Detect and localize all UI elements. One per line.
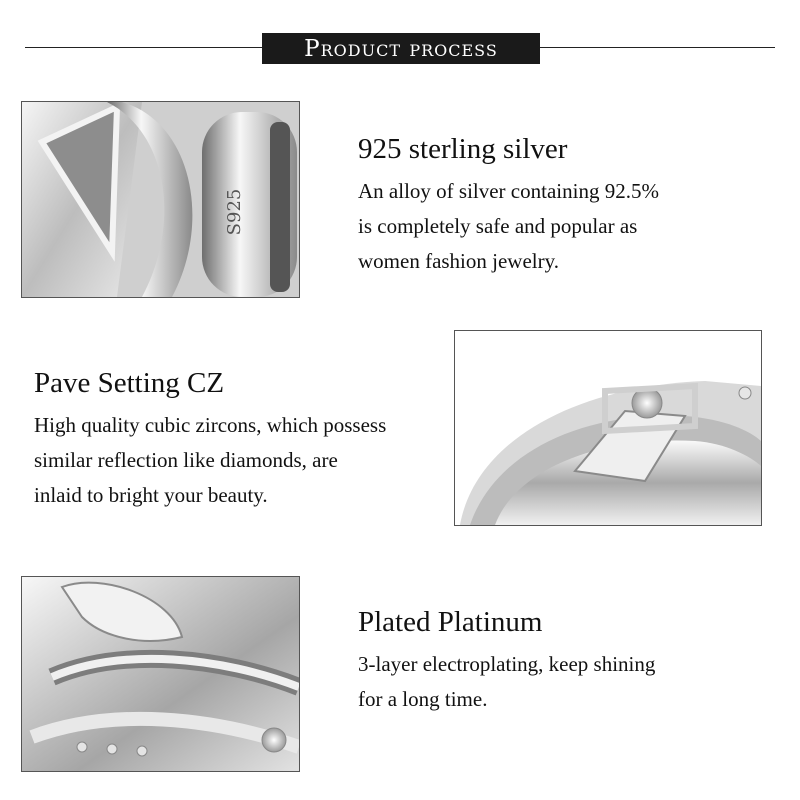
feature-desc-pave: [34, 408, 386, 513]
section-header: [262, 33, 540, 64]
feature-desc-line: An alloy of silver containing 92.5%: [358, 179, 659, 203]
pave-setting-closeup-photo: [454, 330, 762, 526]
feature-desc-line: 3-layer electroplating, keep shining: [358, 652, 656, 676]
s925-engraving: S925: [224, 188, 245, 236]
feature-desc-line: High quality cubic zircons, which possess: [34, 413, 387, 437]
feature-desc-line: is completely safe and popular as: [358, 214, 638, 238]
feature-title-platinum: Plated Platinum: [358, 606, 543, 638]
feature-desc-platinum: [358, 647, 655, 717]
header-divider-left: [25, 47, 262, 48]
sterling-silver-closeup-photo: [21, 101, 300, 298]
feature-title-pave: Pave Setting CZ: [34, 367, 225, 399]
feature-title-silver: 925 sterling silver: [358, 133, 568, 165]
feature-desc-line: similar reflection like diamonds, are: [34, 448, 338, 472]
feature-desc-line: inlaid to bright your beauty.: [34, 483, 268, 507]
feature-desc-line: for a long time.: [358, 687, 488, 711]
section-header-title: Product process: [304, 35, 498, 62]
feature-desc-silver: [358, 174, 659, 279]
plated-platinum-closeup-photo: [21, 576, 300, 772]
feature-desc-line: women fashion jewelry.: [358, 249, 559, 273]
header-divider-right: [540, 47, 775, 48]
